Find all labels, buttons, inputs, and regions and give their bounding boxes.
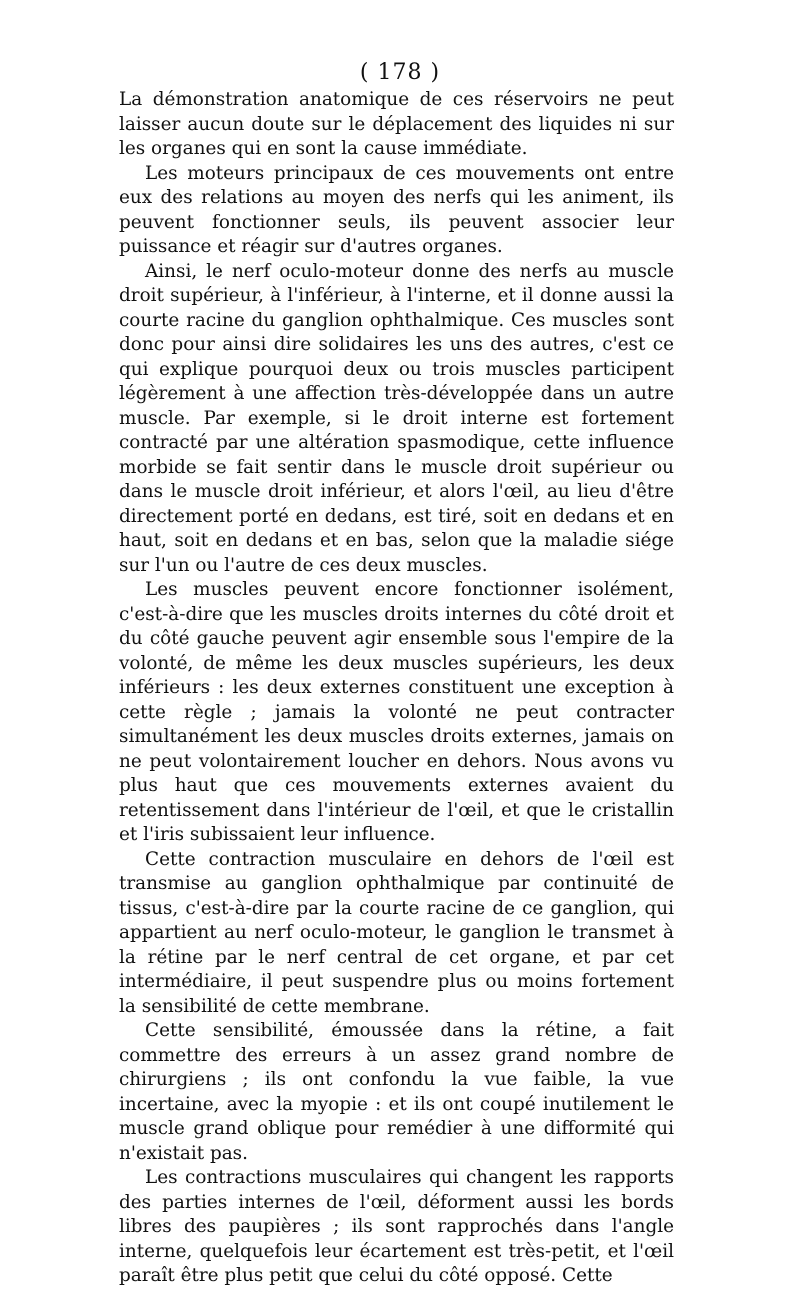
paragraph: La démonstration anatomique de ces réservoirs ne peut laisser aucun doute sur le déplacement des liquides ni sur les organes qui en sont la cause immédiate.	[119, 89, 674, 159]
paragraph: Cette sensibilité, émoussée dans la rétine, a fait commettre des erreurs à un assez grand nombre de chirurgiens ; ils ont confondu la vue faible, la vue incertaine, avec la myopie : et ils ont coupé inutilement le muscle grand oblique pour remédier à une difformité qui n'existait pas.	[119, 1020, 674, 1164]
page-number: ( 178 )	[359, 60, 441, 85]
paragraph: Les contractions musculaires qui changent les rapports des parties internes de l'œil, déforment aussi les bords libres des paupières ; ils sont rapprochés dans l'angle interne, quelquefois leur écartement est très-petit, et l'œil paraît être plus petit que celui du côté opposé. Cette	[119, 1167, 674, 1286]
paragraph: Ainsi, le nerf oculo-moteur donne des nerfs au muscle droit supérieur, à l'inférieur, à l'interne, et il donne aussi la courte racine du ganglion ophthalmique. Ces muscles sont donc pour ainsi dire solidaires les uns des autres, c'est ce qui explique pourquoi deux ou trois muscles participent légèrement à une affection très-développée dans un autre muscle. Par exemple, si le droit interne est fortement contracté par une altération spasmodique, cette influence morbide se fait sentir dans le muscle droit supérieur ou dans le muscle droit inférieur, et alors l'œil, au lieu d'être directement porté en dedans, est tiré, soit en dedans et en haut, soit en dedans et en bas, selon que la maladie siége sur l'un ou l'autre de ces deux muscles.	[119, 260, 674, 576]
paragraph: Les muscles peuvent encore fonctionner isolément, c'est-à-dire que les muscles droits internes du côté droit et du côté gauche peuvent agir ensemble sous l'empire de la volonté, de même les deux muscles supérieurs, les deux inférieurs : les deux externes constituent une exception à cette règle ; jamais la volonté ne peut contracter simultanément les deux muscles droits externes, jamais on ne peut volontairement loucher en dehors. Nous avons vu plus haut que ces mouvements externes avaient du retentissement dans l'intérieur de l'œil, et que le cristallin et l'iris subissaient leur influence.	[119, 579, 674, 845]
paragraph: Cette contraction musculaire en dehors de l'œil est transmise au ganglion ophthalmique par continuité de tissus, c'est-à-dire par la courte racine de ce ganglion, qui appartient au nerf oculo-moteur, le ganglion le transmet à la rétine par le nerf central de cet organe, et par cet intermédiaire, il peut suspendre plus ou moins fortement la sensibilité de cette membrane.	[119, 848, 674, 1017]
paragraph: Les moteurs principaux de ces mouvements ont entre eux des relations au moyen des nerfs qui les animent, ils peuvent fonctionner seuls, ils peuvent associer leur puissance et réagir sur d'autres organes.	[119, 162, 674, 257]
body-text	[119, 88, 674, 1289]
